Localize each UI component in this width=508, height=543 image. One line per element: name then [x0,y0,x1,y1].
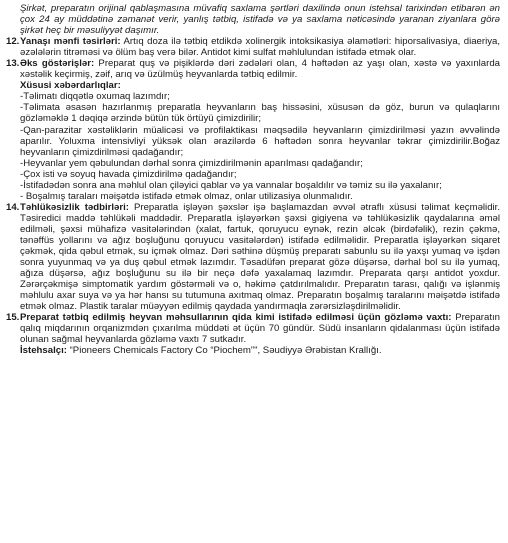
list-item: -Qan-parazitar xəstəliklərin müalicəsi və profilaktikası məqsədilə heyvanların çimizdirilməsi yazın əvvəlində aparılır. Yoluxma intensivliyi yüksək olan ərazilərdə 6 həftədən sonra heyvanlar təkrar çimizdirilir.Boğaz heyvanların çimizdirilməsi qadağandır; [20,124,500,158]
manufacturer-label: İstehsalçı: [20,345,67,357]
special-warnings-heading: Xüsusi xəbərdarlıqlar: [20,80,121,92]
section-15-withdrawal-period [6,312,500,346]
section-text: Preparat quş və pişiklərdə dəri zədələri olan, 4 həftədən az yaşı olan, xəstə və yaxınlarda xəstəlik keçirmiş, zəif, arıq və üzülmüş heyvanlarda tətbiq edilmir. [20,58,500,81]
section-number: 15. [6,312,20,324]
section-title: Preparat tətbiq edilmiş heyvan məhsullarının qida kimi istifadə edilməsi üçün gözləmə vaxtı: [20,312,452,324]
list-item: -Təlimatı diqqətlə oxumaq lazımdır; [20,91,170,103]
section-number: 12. [6,36,20,48]
section-number: 14. [6,201,20,213]
manufacturer-name: “Pioneers Chemicals Factory Co “Piochem”", Səudiyyə Ərəbistan Krallığı. [66,345,382,357]
list-item: -İstifadədən sonra ana məhlul olan çiləyici qablar və ya vannalar boşaldılır və təmiz su ilə yaxalanır; [20,179,442,191]
section-13-contraindications [6,58,500,202]
section-text: Preparatın qalıq miqdarının orqanizmdən çıxarılma müddəti ət üçün 70 gündür. Südü insanların qidalanması üçün istifadə olunan sağmal heyvanlarda gözləmə vaxtı 7 sutkadır. [20,312,500,346]
list-item: -Çox isti və soyuq havada çimizdirilmə qadağandır; [20,168,237,180]
manufacturer-line [20,345,500,356]
list-item: -Heyvanlar yem qəbulundan dərhal sonra çimizdirilmənin aparılması qadağandır; [20,157,363,169]
list-item: -Təlimata əsasən hazırlanmış preparatla heyvanların baş hissəsini, xüsusən də göz, burun və qulaqlarını gözləməklə 1 dəqiqə ərzində bütün tük örtüyü çimizdirilir; [20,102,500,125]
section-number: 13. [6,58,20,70]
list-item: - Boşalmış taraları məişətdə istifadə etmək olmaz, onlar utilizasiya olunmalıdır. [20,190,353,202]
section-14-safety-measures [6,201,500,313]
section-text: Preparatla işləyən şəxslər işə başlamazdan əvvəl ətraflı xüsusi təlimat keçməlidir. Təsiredici maddə təhlükəli maddədir. Preparatla işləyərkən şəxsi gigiyena və təhlükəsizlik qaydalarına əməl edilməli, şəxsi mühafizə vasitələrindən (xalat, fartuk, qoruyucu eynək, rezin əlcək (birdəfəlik), rezin çəkmə, tənəffüs yollarını və ağız boşluğunu qoruyucu vasitələrdən) istifadə edilməlidir. Preparatla işləyərkən siqaret çəkmək, qida qəbul etmək, su içmək olmaz. Dəri səthinə düşmüş preparatı sabunlu su ilə yaxşı yumaq və işdən sonra yuyunmaq və ya duş qəbul etmək lazımdır. Təsadüfən preparat gözə düşərsə, dərhal bol su ilə yumaq, ağıza düşərsə, ağız boşluğunu su ilə bir neçə dəfə yaxalamaq lazımdır. Preparata qarşı antidot yoxdur. Zərərçəkmişə simptomatik yardım göstərməli və o, həkimə çatdırılmalıdır. Preparatın tarası, qalığı və işlənmiş məhlulu axar suya və ya hər hansı su tutumuna axıtmaq olmaz. Preparatın boşalmış taralarını məişətdə istifadə etmək olmaz. Plastik taralar müəyyən edilmiş qaydada yandırmaqla zərərsizləşdirilməlidir. [20,201,500,313]
section-text: Artıq doza ilə tətbiq etdikdə xolinergik intoksikasiya əlamətləri: hiporsalivasiya, diaeriya, əzələlərin titrəməsi və ölüm baş verə bilər. Antidot kimi sulfat məhlulundan istifadə etmək olar. [20,36,500,59]
section-title: Yanaşı mənfi təsirləri: [20,36,121,48]
section-12-side-effects [6,36,500,59]
warranty-paragraph: Şirkət, preparatın orijinal qablaşmasına müvafiq saxlama şərtləri daxilində onun istehsal tarixindən etibarən ən çox 24 ay müddətinə zəmanət verir, yanlış tətbiq, istifadə və ya saxlama nəticəsində yaranan ziyanlara görə şirkət heç bir məsuliyyət daşımır. [20,3,500,37]
section-title: Əks göstərişlər: [20,58,95,70]
section-title: Təhlükəsizlik tədbirləri: [20,201,129,213]
